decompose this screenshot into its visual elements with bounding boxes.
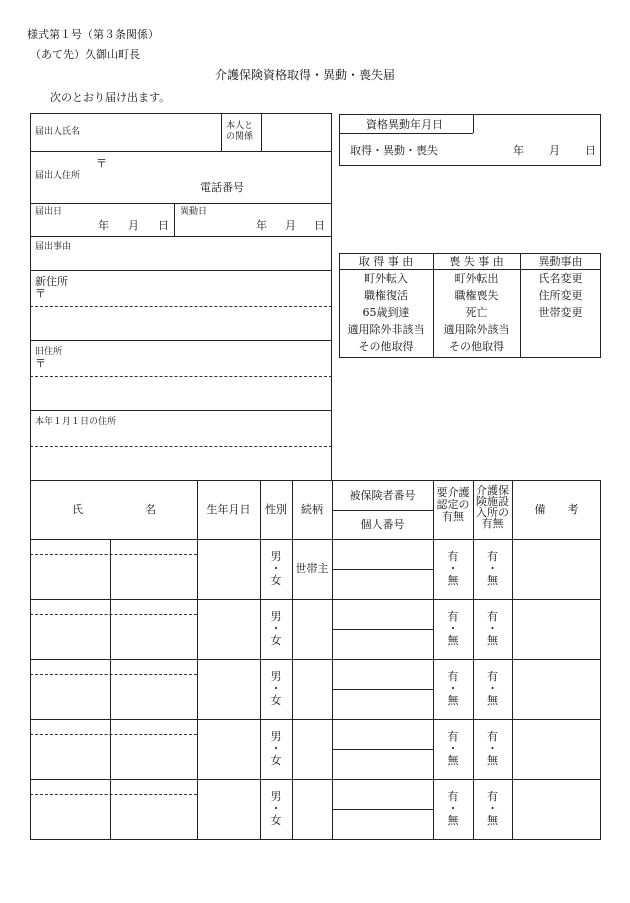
care-cert-choice[interactable]: 有 ・ 無 xyxy=(447,670,459,707)
change-day: 日 xyxy=(314,219,325,232)
facility-header: 介護保 険施設 入所の 有無 xyxy=(476,484,509,530)
reason-label: 届出事由 xyxy=(35,242,72,252)
care-cert-choice[interactable]: 有 ・ 無 xyxy=(447,730,459,767)
acquire-reason: 町外転入 xyxy=(364,272,408,285)
relation-value: 世帯主 xyxy=(295,562,329,575)
filing-date-label: 届出日 xyxy=(35,207,63,217)
qualification-types: 取得・異動・喪失 xyxy=(350,144,438,157)
intro-text: 次のとおり届け出ます。 xyxy=(50,91,171,104)
care-cert-header: 要介護 認定の 有無 xyxy=(436,486,470,523)
facility-choice[interactable]: 有 ・ 無 xyxy=(487,670,498,707)
sex-choice[interactable]: 男 ・ 女 xyxy=(270,550,282,587)
relation-label-2: の関係 xyxy=(226,132,254,142)
care-cert-choice[interactable]: 有 ・ 無 xyxy=(447,790,459,827)
care-cert-choice[interactable]: 有 ・ 無 xyxy=(447,610,459,647)
filing-year: 年 xyxy=(98,219,109,232)
new-postal-mark: 〒 xyxy=(35,287,46,300)
lose-reason: その他取得 xyxy=(449,340,504,353)
insured-table xyxy=(30,480,601,840)
filing-day: 日 xyxy=(158,219,169,232)
sex-choice[interactable]: 男 ・ 女 xyxy=(270,790,282,827)
sex-choice[interactable]: 男 ・ 女 xyxy=(270,610,282,647)
name-header-surname: 氏 xyxy=(72,503,83,516)
facility-choice[interactable]: 有 ・ 無 xyxy=(487,730,498,767)
acquire-reason: 65歳到達 xyxy=(362,306,410,319)
change-year: 年 xyxy=(256,219,267,232)
sex-choice[interactable]: 男 ・ 女 xyxy=(270,730,282,767)
new-address-label: 新住所 xyxy=(35,275,68,288)
applicant-name-label: 届出人氏名 xyxy=(35,127,81,137)
facility-choice[interactable]: 有 ・ 無 xyxy=(487,610,498,647)
relation-header: 続柄 xyxy=(301,503,323,516)
qualification-year: 年 xyxy=(513,144,524,157)
old-address-label: 旧住所 xyxy=(35,347,63,357)
applicant-address-label: 届出人住所 xyxy=(35,171,81,181)
qualification-day: 日 xyxy=(585,144,596,157)
name-header-given: 名 xyxy=(145,503,156,516)
jan1-address-label: 本年１月１日の住所 xyxy=(35,417,117,427)
lose-reason: 適用除外該当 xyxy=(443,323,510,336)
care-cert-choice[interactable]: 有 ・ 無 xyxy=(447,550,459,587)
addressee: （あて先）久御山町長 xyxy=(30,48,140,61)
insured-number-header: 被保険者番号 xyxy=(349,489,416,502)
facility-choice[interactable]: 有 ・ 無 xyxy=(487,790,498,827)
dob-header: 生年月日 xyxy=(206,503,251,516)
old-postal-mark: 〒 xyxy=(35,357,46,370)
phone-label: 電話番号 xyxy=(200,181,244,194)
change-reason: 世帯変更 xyxy=(538,306,583,319)
sex-choice[interactable]: 男 ・ 女 xyxy=(270,670,282,707)
qualification-date-header: 資格異動年月日 xyxy=(366,118,443,131)
acquire-reason: 適用除外非該当 xyxy=(347,323,425,336)
change-date-label: 異動日 xyxy=(180,207,208,217)
facility-choice[interactable]: 有 ・ 無 xyxy=(487,550,498,587)
change-reason: 住所変更 xyxy=(538,289,583,302)
personal-number-header: 個人番号 xyxy=(360,518,405,531)
acquire-reason: 職権復活 xyxy=(364,289,408,302)
filing-month: 月 xyxy=(128,219,139,232)
form-title: 介護保険資格取得・異動・喪失届 xyxy=(215,68,396,82)
postal-mark: 〒 xyxy=(96,157,107,170)
acquire-header: 取 得 事 由 xyxy=(358,255,414,268)
lose-reason: 職権喪失 xyxy=(454,289,499,302)
change-header: 異動事由 xyxy=(538,255,583,268)
change-month: 月 xyxy=(285,219,296,232)
acquire-reason: その他取得 xyxy=(358,340,414,353)
relation-label-1: 本人と xyxy=(226,121,254,131)
change-reason: 氏名変更 xyxy=(538,272,583,285)
qualification-month: 月 xyxy=(549,144,560,157)
lose-reason: 死亡 xyxy=(465,306,488,319)
lose-header: 喪 失 事 由 xyxy=(449,255,504,268)
remarks-header: 備 考 xyxy=(534,503,579,516)
sex-header: 性別 xyxy=(265,503,287,516)
form-number: 様式第１号（第３条関係） xyxy=(27,28,159,41)
lose-reason: 町外転出 xyxy=(454,272,499,285)
